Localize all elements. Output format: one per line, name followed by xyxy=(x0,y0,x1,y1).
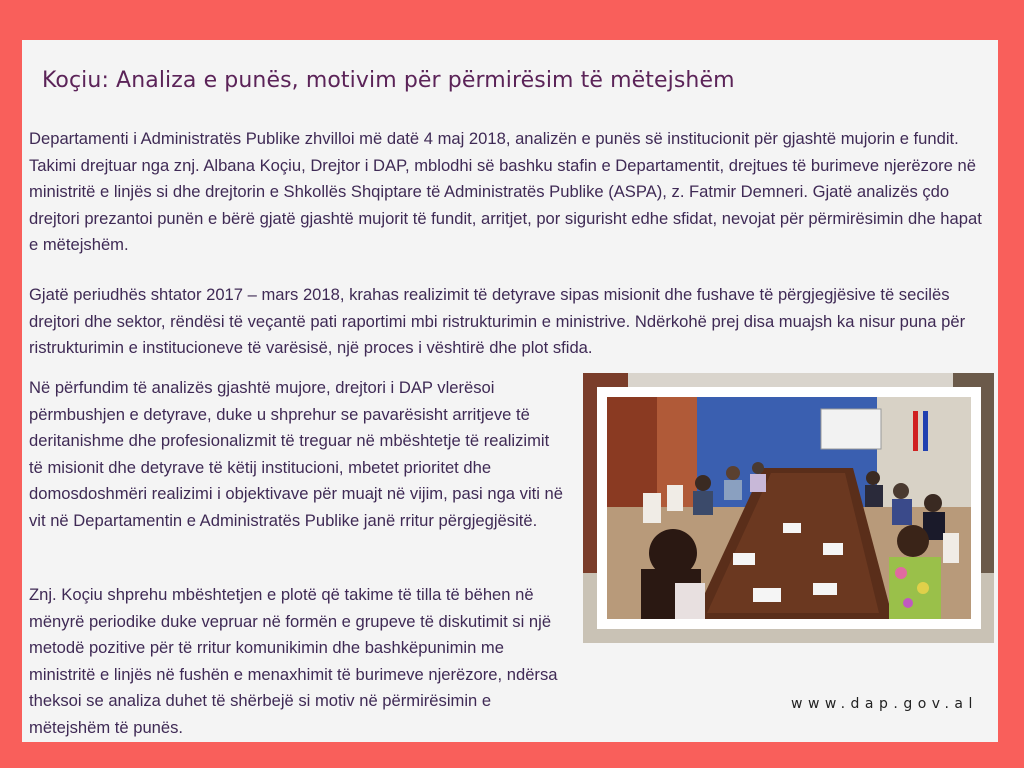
paragraph-period: Gjatë periudhës shtator 2017 – mars 2018, krahas realizimit të detyrave sipas misionit dhe fushave të përgjegjësive të secilës drejtori dhe sektor, rëndësi të veçantë pati raportimi mbi ristrukturimin e ministrive. Ndërkohë prej disa muajsh ka nisur puna për ristrukturimin e institucioneve të varësisë, një proces i vështirë dhe plot sfida. xyxy=(29,285,966,357)
meeting-photo xyxy=(583,373,994,643)
paragraph-intro: Departamenti i Administratës Publike zhvilloi më datë 4 maj 2018, analizën e punës së institucionit për gjashtë mujorin e fundit. Takimi drejtuar nga znj. Albana Koçiu, Drejtor i DAP, mblodhi së bashku stafin e Departamentit, drejtues të burimeve njerëzore në ministritë e linjës si dhe drejtorin e Shkollës Shqiptare të Administratës Publike (ASPA), z. Fatmir Demneri. Gjatë analizës çdo drejtori prezantoi punën e bërë gjatë gjashtë mujorit të fundit, arritjet, por sigurisht edhe sfidat, nevojat për përmirësimin dhe hapat e mëtejshëm. xyxy=(29,129,982,254)
website-url[interactable]: www.dap.gov.al xyxy=(791,696,978,712)
paragraph-support: Znj. Koçiu shprehu mbështetjen e plotë që takime të tilla të bëhen në mënyrë periodike duke vepruar në formën e grupeve të diskutimit si një metodë pozitive për të rritur komunikimin dhe bashkëpunimin me ministritë e linjës në fushën e menaxhimit të burimeve njerëzore, ndërsa theksoi se analiza duhet të shërbejë si motiv në përmirësimin e mëtejshëm të punës. xyxy=(29,585,558,737)
article-title: Koçiu: Analiza e punës, motivim për përmirësim të mëtejshëm xyxy=(42,68,735,93)
paragraph-conclusion: Në përfundim të analizës gjashtë mujore, drejtori i DAP vlerësoi përmbushjen e detyrave, duke u shprehur se pavarësisht arritjeve të deritanishme dhe profesionalizmit të treguar në mbështetje të realizimit të misionit dhe detyrave të këtij institucioni, mbetet prioritet dhe domosdoshmëri realizimi i objektivave për muajt në vijim, pasi nga viti në vit në Departamentin e Administratës Publike janë rritur përgjegjësitë. xyxy=(29,378,563,530)
